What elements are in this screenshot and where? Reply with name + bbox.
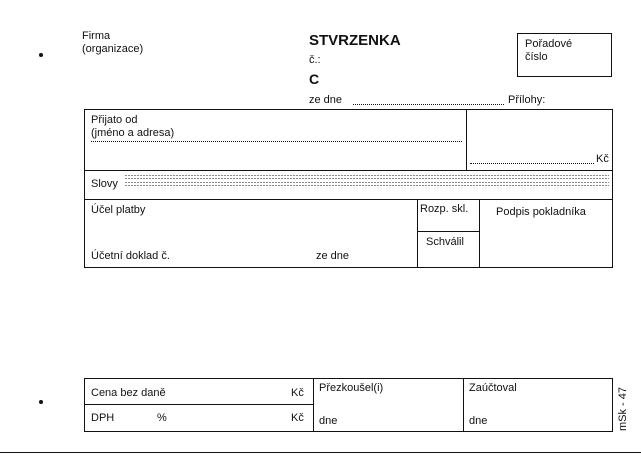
amount-field[interactable]	[470, 163, 594, 164]
booked-date-label: dne	[469, 415, 488, 427]
accounting-doc-label: Účetní doklad č.	[91, 250, 170, 262]
divider-amount	[466, 109, 467, 170]
order-number-label-1: Pořadové	[525, 38, 573, 50]
bottom-divider-2	[463, 378, 464, 432]
document-title: STVRZENKA	[309, 32, 401, 49]
vat-label: DPH	[91, 412, 115, 424]
bottom-divider-left	[84, 404, 313, 405]
vat-percent-label: %	[157, 412, 167, 424]
received-from-label: Přijato od	[91, 114, 138, 126]
company-label: Firma	[82, 30, 111, 42]
divider-budget-right	[479, 199, 480, 268]
divider-budget-left	[417, 199, 418, 268]
divider-budget-approved	[417, 231, 479, 232]
number-label: č.:	[309, 54, 321, 66]
divider-after-received	[84, 170, 613, 171]
date-label: ze dne	[309, 94, 343, 106]
price-currency-label: Kč	[291, 387, 304, 399]
series-letter: C	[309, 71, 320, 87]
cashier-signature-label: Podpis pokladníka	[496, 206, 586, 218]
payment-purpose-label: Účel platby	[91, 204, 146, 216]
booked-label: Zaúčtoval	[469, 382, 517, 394]
budget-label: Rozp. skl.	[420, 203, 469, 215]
form-code: mSk - 47	[617, 386, 629, 431]
price-without-tax-label: Cena bez daně	[91, 387, 166, 399]
received-from-sublabel: (jméno a adresa)	[91, 127, 175, 139]
amount-currency: Kč	[596, 153, 609, 165]
received-from-field[interactable]	[91, 141, 462, 142]
in-words-dash-overlay	[124, 173, 609, 187]
bottom-divider-1	[313, 378, 314, 432]
date-field[interactable]	[353, 104, 504, 105]
approved-label: Schválil	[426, 236, 464, 248]
page-bottom-line	[0, 452, 641, 453]
attachments-label: Přílohy:	[508, 94, 546, 106]
vat-currency-label: Kč	[291, 412, 304, 424]
organization-label: (organizace)	[82, 43, 144, 55]
checked-date-label: dne	[319, 415, 338, 427]
divider-after-words	[84, 199, 613, 200]
checked-label: Přezkoušel(i)	[319, 382, 384, 394]
order-number-label-2: číslo	[525, 51, 548, 63]
punch-mark-top	[39, 53, 43, 57]
punch-mark-bottom	[39, 400, 43, 404]
in-words-label: Slovy	[91, 178, 118, 190]
accounting-date-label: ze dne	[316, 250, 350, 262]
